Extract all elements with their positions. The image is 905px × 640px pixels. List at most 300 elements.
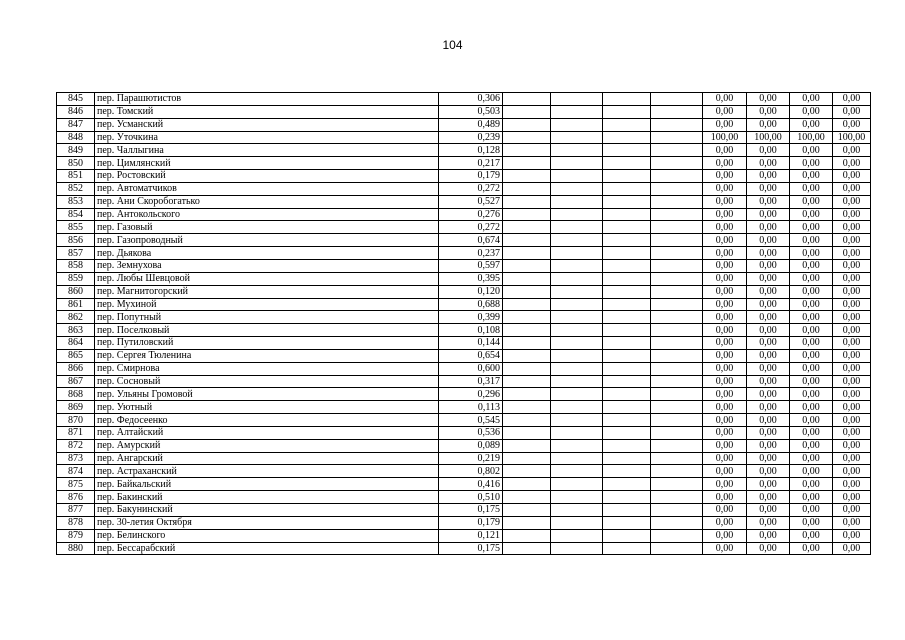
percent-cell: 0,00 xyxy=(703,285,747,298)
row-number-cell: 850 xyxy=(57,157,95,170)
percent-cell: 0,00 xyxy=(703,259,747,272)
street-name-cell: пер. Уточкина xyxy=(95,131,439,144)
table-row xyxy=(57,388,871,401)
empty-cell xyxy=(651,516,703,529)
percent-cell: 0,00 xyxy=(790,118,833,131)
percent-cell: 0,00 xyxy=(833,375,871,388)
street-name-cell: пер. Ростовский xyxy=(95,170,439,183)
percent-cell: 0,00 xyxy=(833,234,871,247)
percent-cell: 0,00 xyxy=(747,144,790,157)
percent-cell: 0,00 xyxy=(747,388,790,401)
length-cell: 0,179 xyxy=(439,170,503,183)
empty-cell xyxy=(651,105,703,118)
empty-cell xyxy=(603,105,651,118)
empty-cell xyxy=(651,157,703,170)
percent-cell: 0,00 xyxy=(747,529,790,542)
percent-cell: 0,00 xyxy=(833,529,871,542)
percent-cell: 0,00 xyxy=(833,285,871,298)
percent-cell: 0,00 xyxy=(703,504,747,517)
percent-cell: 0,00 xyxy=(790,465,833,478)
empty-cell xyxy=(551,349,603,362)
table-row xyxy=(57,452,871,465)
empty-cell xyxy=(503,349,551,362)
empty-cell xyxy=(551,337,603,350)
percent-cell: 0,00 xyxy=(833,105,871,118)
empty-cell xyxy=(503,234,551,247)
empty-cell xyxy=(603,542,651,555)
table-row xyxy=(57,247,871,260)
table-row xyxy=(57,465,871,478)
table-row xyxy=(57,144,871,157)
empty-cell xyxy=(551,182,603,195)
percent-cell: 0,00 xyxy=(790,542,833,555)
street-name-cell: пер. Алтайский xyxy=(95,426,439,439)
empty-cell xyxy=(551,516,603,529)
empty-cell xyxy=(651,208,703,221)
empty-cell xyxy=(603,388,651,401)
length-cell: 0,276 xyxy=(439,208,503,221)
row-number-cell: 851 xyxy=(57,170,95,183)
street-name-cell: пер. Попутный xyxy=(95,311,439,324)
empty-cell xyxy=(603,439,651,452)
percent-cell: 0,00 xyxy=(703,337,747,350)
percent-cell: 0,00 xyxy=(790,324,833,337)
empty-cell xyxy=(651,478,703,491)
percent-cell: 0,00 xyxy=(833,452,871,465)
percent-cell: 0,00 xyxy=(833,388,871,401)
empty-cell xyxy=(503,118,551,131)
percent-cell: 0,00 xyxy=(833,93,871,106)
percent-cell: 0,00 xyxy=(833,414,871,427)
empty-cell xyxy=(503,439,551,452)
empty-cell xyxy=(503,105,551,118)
street-name-cell: пер. Томский xyxy=(95,105,439,118)
empty-cell xyxy=(603,93,651,106)
percent-cell: 0,00 xyxy=(703,491,747,504)
empty-cell xyxy=(551,247,603,260)
empty-cell xyxy=(651,259,703,272)
empty-cell xyxy=(503,131,551,144)
percent-cell: 0,00 xyxy=(790,452,833,465)
empty-cell xyxy=(503,426,551,439)
street-name-cell: пер. Автоматчиков xyxy=(95,182,439,195)
table-row xyxy=(57,324,871,337)
empty-cell xyxy=(651,349,703,362)
empty-cell xyxy=(503,542,551,555)
percent-cell: 0,00 xyxy=(833,182,871,195)
empty-cell xyxy=(603,452,651,465)
street-name-cell: пер. Сосновый xyxy=(95,375,439,388)
length-cell: 0,272 xyxy=(439,221,503,234)
percent-cell: 0,00 xyxy=(703,247,747,260)
percent-cell: 0,00 xyxy=(833,491,871,504)
street-name-cell: пер. 30-летия Октября xyxy=(95,516,439,529)
length-cell: 0,144 xyxy=(439,337,503,350)
empty-cell xyxy=(603,221,651,234)
percent-cell: 0,00 xyxy=(747,362,790,375)
empty-cell xyxy=(603,414,651,427)
row-number-cell: 869 xyxy=(57,401,95,414)
percent-cell: 0,00 xyxy=(747,105,790,118)
empty-cell xyxy=(503,157,551,170)
length-cell: 0,317 xyxy=(439,375,503,388)
empty-cell xyxy=(503,170,551,183)
empty-cell xyxy=(603,491,651,504)
empty-cell xyxy=(651,170,703,183)
empty-cell xyxy=(603,131,651,144)
empty-cell xyxy=(503,298,551,311)
length-cell: 0,688 xyxy=(439,298,503,311)
table-row xyxy=(57,131,871,144)
percent-cell: 0,00 xyxy=(833,144,871,157)
row-number-cell: 847 xyxy=(57,118,95,131)
table-row xyxy=(57,504,871,517)
street-name-cell: пер. Ангарский xyxy=(95,452,439,465)
percent-cell: 0,00 xyxy=(747,157,790,170)
empty-cell xyxy=(503,504,551,517)
empty-cell xyxy=(651,144,703,157)
percent-cell: 0,00 xyxy=(833,311,871,324)
percent-cell: 0,00 xyxy=(703,157,747,170)
row-number-cell: 846 xyxy=(57,105,95,118)
empty-cell xyxy=(603,234,651,247)
table-row xyxy=(57,298,871,311)
percent-cell: 0,00 xyxy=(747,375,790,388)
percent-cell: 0,00 xyxy=(833,362,871,375)
row-number-cell: 873 xyxy=(57,452,95,465)
street-name-cell: пер. Газопроводный xyxy=(95,234,439,247)
empty-cell xyxy=(603,208,651,221)
empty-cell xyxy=(651,118,703,131)
percent-cell: 0,00 xyxy=(747,337,790,350)
street-name-cell: пер. Амурский xyxy=(95,439,439,452)
row-number-cell: 856 xyxy=(57,234,95,247)
percent-cell: 100,00 xyxy=(790,131,833,144)
empty-cell xyxy=(551,401,603,414)
percent-cell: 0,00 xyxy=(790,105,833,118)
row-number-cell: 854 xyxy=(57,208,95,221)
empty-cell xyxy=(551,131,603,144)
table-row xyxy=(57,516,871,529)
row-number-cell: 878 xyxy=(57,516,95,529)
percent-cell: 0,00 xyxy=(703,105,747,118)
length-cell: 0,128 xyxy=(439,144,503,157)
empty-cell xyxy=(551,118,603,131)
empty-cell xyxy=(503,465,551,478)
empty-cell xyxy=(551,311,603,324)
percent-cell: 0,00 xyxy=(790,247,833,260)
table-row xyxy=(57,93,871,106)
percent-cell: 0,00 xyxy=(833,349,871,362)
table-row xyxy=(57,259,871,272)
empty-cell xyxy=(551,170,603,183)
percent-cell: 0,00 xyxy=(747,401,790,414)
empty-cell xyxy=(603,170,651,183)
percent-cell: 0,00 xyxy=(747,542,790,555)
street-name-cell: пер. Парашютистов xyxy=(95,93,439,106)
street-name-cell: пер. Антокольского xyxy=(95,208,439,221)
empty-cell xyxy=(603,465,651,478)
empty-cell xyxy=(503,195,551,208)
empty-cell xyxy=(603,349,651,362)
empty-cell xyxy=(551,375,603,388)
table-row xyxy=(57,182,871,195)
percent-cell: 0,00 xyxy=(790,426,833,439)
percent-cell: 0,00 xyxy=(790,182,833,195)
row-number-cell: 861 xyxy=(57,298,95,311)
percent-cell: 0,00 xyxy=(790,208,833,221)
empty-cell xyxy=(603,324,651,337)
data-table xyxy=(56,92,871,555)
percent-cell: 0,00 xyxy=(703,182,747,195)
empty-cell xyxy=(651,388,703,401)
empty-cell xyxy=(551,504,603,517)
empty-cell xyxy=(603,195,651,208)
row-number-cell: 868 xyxy=(57,388,95,401)
row-number-cell: 855 xyxy=(57,221,95,234)
length-cell: 0,217 xyxy=(439,157,503,170)
length-cell: 0,802 xyxy=(439,465,503,478)
percent-cell: 0,00 xyxy=(790,311,833,324)
empty-cell xyxy=(503,414,551,427)
percent-cell: 0,00 xyxy=(833,504,871,517)
table-row xyxy=(57,478,871,491)
empty-cell xyxy=(651,439,703,452)
street-name-cell: пер. Усманский xyxy=(95,118,439,131)
length-cell: 0,597 xyxy=(439,259,503,272)
empty-cell xyxy=(603,272,651,285)
table-row xyxy=(57,311,871,324)
percent-cell: 0,00 xyxy=(790,337,833,350)
empty-cell xyxy=(503,401,551,414)
street-name-cell: пер. Дьякова xyxy=(95,247,439,260)
empty-cell xyxy=(651,375,703,388)
percent-cell: 0,00 xyxy=(747,324,790,337)
percent-cell: 0,00 xyxy=(790,491,833,504)
row-number-cell: 862 xyxy=(57,311,95,324)
percent-cell: 0,00 xyxy=(747,414,790,427)
empty-cell xyxy=(503,362,551,375)
percent-cell: 0,00 xyxy=(747,118,790,131)
length-cell: 0,237 xyxy=(439,247,503,260)
row-number-cell: 859 xyxy=(57,272,95,285)
percent-cell: 0,00 xyxy=(703,452,747,465)
percent-cell: 0,00 xyxy=(703,529,747,542)
percent-cell: 0,00 xyxy=(833,439,871,452)
length-cell: 0,296 xyxy=(439,388,503,401)
row-number-cell: 877 xyxy=(57,504,95,517)
percent-cell: 0,00 xyxy=(790,516,833,529)
row-number-cell: 860 xyxy=(57,285,95,298)
street-name-cell: пер. Магнитогорский xyxy=(95,285,439,298)
empty-cell xyxy=(651,311,703,324)
empty-cell xyxy=(651,529,703,542)
length-cell: 0,120 xyxy=(439,285,503,298)
table-row xyxy=(57,195,871,208)
row-number-cell: 875 xyxy=(57,478,95,491)
length-cell: 0,395 xyxy=(439,272,503,285)
length-cell: 0,108 xyxy=(439,324,503,337)
row-number-cell: 864 xyxy=(57,337,95,350)
empty-cell xyxy=(651,285,703,298)
table-row xyxy=(57,491,871,504)
row-number-cell: 879 xyxy=(57,529,95,542)
length-cell: 0,306 xyxy=(439,93,503,106)
street-name-cell: пер. Астраханский xyxy=(95,465,439,478)
percent-cell: 0,00 xyxy=(703,195,747,208)
percent-cell: 0,00 xyxy=(703,465,747,478)
row-number-cell: 858 xyxy=(57,259,95,272)
length-cell: 0,674 xyxy=(439,234,503,247)
empty-cell xyxy=(503,452,551,465)
empty-cell xyxy=(551,529,603,542)
percent-cell: 0,00 xyxy=(703,170,747,183)
percent-cell: 0,00 xyxy=(703,516,747,529)
empty-cell xyxy=(603,311,651,324)
street-name-cell: пер. Бакунинский xyxy=(95,504,439,517)
percent-cell: 0,00 xyxy=(790,362,833,375)
empty-cell xyxy=(603,516,651,529)
percent-cell: 0,00 xyxy=(790,478,833,491)
table-row xyxy=(57,105,871,118)
percent-cell: 0,00 xyxy=(833,208,871,221)
percent-cell: 0,00 xyxy=(747,426,790,439)
row-number-cell: 867 xyxy=(57,375,95,388)
street-name-cell: пер. Белинского xyxy=(95,529,439,542)
empty-cell xyxy=(651,491,703,504)
percent-cell: 0,00 xyxy=(790,144,833,157)
table-row xyxy=(57,234,871,247)
length-cell: 0,399 xyxy=(439,311,503,324)
row-number-cell: 874 xyxy=(57,465,95,478)
empty-cell xyxy=(551,465,603,478)
percent-cell: 100,00 xyxy=(833,131,871,144)
empty-cell xyxy=(603,375,651,388)
row-number-cell: 880 xyxy=(57,542,95,555)
length-cell: 0,510 xyxy=(439,491,503,504)
empty-cell xyxy=(603,285,651,298)
length-cell: 0,600 xyxy=(439,362,503,375)
table-row xyxy=(57,439,871,452)
street-name-cell: пер. Поселковый xyxy=(95,324,439,337)
empty-cell xyxy=(603,478,651,491)
empty-cell xyxy=(551,144,603,157)
percent-cell: 0,00 xyxy=(833,272,871,285)
percent-cell: 100,00 xyxy=(747,131,790,144)
percent-cell: 0,00 xyxy=(747,491,790,504)
empty-cell xyxy=(651,452,703,465)
table-row xyxy=(57,529,871,542)
empty-cell xyxy=(551,93,603,106)
row-number-cell: 876 xyxy=(57,491,95,504)
percent-cell: 0,00 xyxy=(747,170,790,183)
length-cell: 0,113 xyxy=(439,401,503,414)
percent-cell: 0,00 xyxy=(790,375,833,388)
percent-cell: 0,00 xyxy=(833,195,871,208)
percent-cell: 0,00 xyxy=(703,362,747,375)
empty-cell xyxy=(551,414,603,427)
empty-cell xyxy=(503,144,551,157)
percent-cell: 0,00 xyxy=(703,375,747,388)
street-name-cell: пер. Любы Шевцовой xyxy=(95,272,439,285)
row-number-cell: 849 xyxy=(57,144,95,157)
empty-cell xyxy=(503,259,551,272)
empty-cell xyxy=(651,401,703,414)
table-row xyxy=(57,542,871,555)
empty-cell xyxy=(603,426,651,439)
percent-cell: 0,00 xyxy=(790,170,833,183)
table-row xyxy=(57,221,871,234)
length-cell: 0,089 xyxy=(439,439,503,452)
empty-cell xyxy=(651,324,703,337)
percent-cell: 0,00 xyxy=(790,221,833,234)
empty-cell xyxy=(651,93,703,106)
empty-cell xyxy=(651,542,703,555)
table-row xyxy=(57,157,871,170)
percent-cell: 0,00 xyxy=(790,504,833,517)
empty-cell xyxy=(551,272,603,285)
percent-cell: 0,00 xyxy=(703,272,747,285)
empty-cell xyxy=(551,491,603,504)
street-name-cell: пер. Путиловский xyxy=(95,337,439,350)
empty-cell xyxy=(551,234,603,247)
length-cell: 0,121 xyxy=(439,529,503,542)
row-number-cell: 845 xyxy=(57,93,95,106)
empty-cell xyxy=(651,131,703,144)
percent-cell: 0,00 xyxy=(833,247,871,260)
percent-cell: 0,00 xyxy=(747,311,790,324)
empty-cell xyxy=(551,208,603,221)
table-row xyxy=(57,170,871,183)
percent-cell: 0,00 xyxy=(833,337,871,350)
percent-cell: 0,00 xyxy=(833,157,871,170)
percent-cell: 0,00 xyxy=(790,388,833,401)
percent-cell: 0,00 xyxy=(790,439,833,452)
percent-cell: 0,00 xyxy=(747,465,790,478)
percent-cell: 0,00 xyxy=(747,208,790,221)
percent-cell: 0,00 xyxy=(790,195,833,208)
empty-cell xyxy=(551,324,603,337)
street-name-cell: пер. Ульяны Громовой xyxy=(95,388,439,401)
empty-cell xyxy=(503,182,551,195)
empty-cell xyxy=(603,529,651,542)
street-name-cell: пер. Бессарабский xyxy=(95,542,439,555)
table-row xyxy=(57,426,871,439)
percent-cell: 0,00 xyxy=(703,542,747,555)
table-body xyxy=(57,93,871,555)
empty-cell xyxy=(503,388,551,401)
table-row xyxy=(57,208,871,221)
row-number-cell: 866 xyxy=(57,362,95,375)
empty-cell xyxy=(551,105,603,118)
percent-cell: 0,00 xyxy=(833,221,871,234)
street-name-cell: пер. Байкальский xyxy=(95,478,439,491)
percent-cell: 0,00 xyxy=(747,247,790,260)
empty-cell xyxy=(503,516,551,529)
percent-cell: 0,00 xyxy=(703,118,747,131)
percent-cell: 0,00 xyxy=(790,285,833,298)
street-name-cell: пер. Смирнова xyxy=(95,362,439,375)
empty-cell xyxy=(503,221,551,234)
percent-cell: 0,00 xyxy=(833,170,871,183)
street-name-cell: пер. Земнухова xyxy=(95,259,439,272)
street-name-cell: пер. Цимлянский xyxy=(95,157,439,170)
row-number-cell: 871 xyxy=(57,426,95,439)
percent-cell: 100,00 xyxy=(703,131,747,144)
table-row xyxy=(57,337,871,350)
table-row xyxy=(57,272,871,285)
length-cell: 0,654 xyxy=(439,349,503,362)
